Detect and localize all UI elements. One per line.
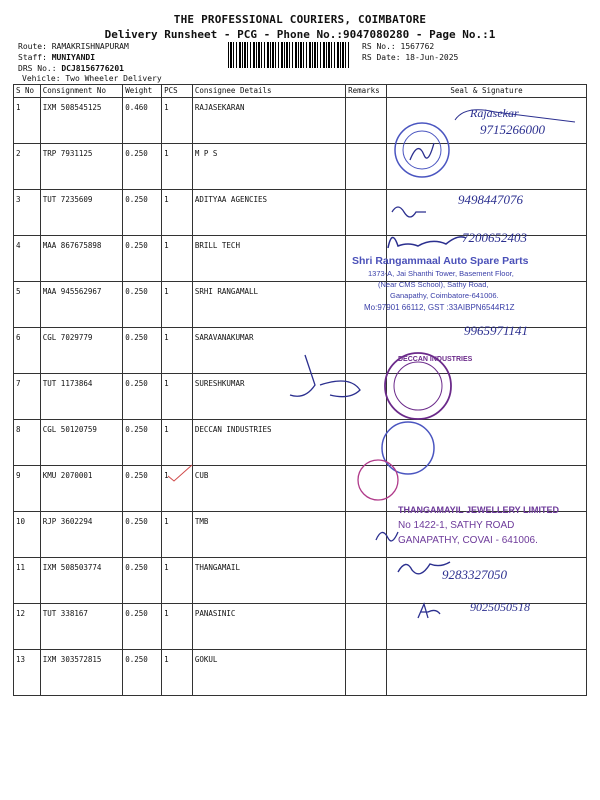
col-pcs: PCS (162, 85, 193, 98)
cell-pcs: 1 (162, 236, 193, 282)
deccan-stamp-text: DECCAN INDUSTRIES (398, 356, 473, 363)
col-signature: Seal & Signature (386, 85, 586, 98)
cell-consignee: SRHI RANGAMALL (192, 282, 345, 328)
cell-consignee: PANASINIC (192, 604, 345, 650)
cell-pcs: 1 (162, 650, 193, 696)
signature-scribble (392, 207, 426, 217)
drs-number: DCJ8156776201 (61, 64, 124, 73)
rangammaal-stamp-address: (Near CMS School), Sathy Road, (378, 280, 489, 289)
cell-consignment: CGL 50120759 (40, 420, 122, 466)
document-title: THE PROFESSIONAL COURIERS, COIMBATORE (173, 13, 427, 26)
cell-weight: 0.250 (123, 420, 162, 466)
cell-sno: 12 (14, 604, 41, 650)
cell-consignment: TUT 7235609 (40, 190, 122, 236)
thangamayil-stamp-address: No 1422-1, SATHY ROAD (398, 520, 515, 531)
col-consignment: Consignment No (40, 85, 122, 98)
rs-date: RS Date: 18-Jun-2025 (362, 53, 459, 62)
cell-consignee: GOKUL (192, 650, 345, 696)
cell-pcs: 1 (162, 282, 193, 328)
cell-sno: 7 (14, 374, 41, 420)
cell-weight: 0.250 (123, 512, 162, 558)
cell-pcs: 1 (162, 328, 193, 374)
cell-sno: 1 (14, 98, 41, 144)
cell-weight: 0.250 (123, 328, 162, 374)
handwritten-name: Rajasekar (470, 106, 519, 120)
cell-consignee: BRILL TECH (192, 236, 345, 282)
thangamayil-stamp-address: GANAPATHY, COVAI - 641006. (398, 535, 538, 546)
rangammaal-stamp-phone: Mo:97901 66112, GST :33AIBPN6544R1Z (364, 303, 515, 312)
vehicle-label: Vehicle: Two Wheeler Delivery (22, 74, 162, 83)
handwritten-phone: 9498447076 (458, 192, 523, 207)
tick-mark (168, 465, 192, 481)
cell-consignee: RAJASEKARAN (192, 98, 345, 144)
drs-label: DRS No.: (18, 64, 62, 73)
cell-weight: 0.250 (123, 236, 162, 282)
cell-consignee: DECCAN INDUSTRIES (192, 420, 345, 466)
cell-sno: 3 (14, 190, 41, 236)
route-label: Route: RAMAKRISHNAPURAM (18, 42, 129, 51)
handwritten-phone: 9283327050 (442, 567, 507, 582)
deccan-stamp-inner (394, 362, 442, 410)
staff-name: MUNIYANDI (51, 53, 96, 62)
cell-consignment: KMU 2070001 (40, 466, 122, 512)
cell-weight: 0.250 (123, 650, 162, 696)
cell-consignment: IXM 508503774 (40, 558, 122, 604)
cell-pcs: 1 (162, 190, 193, 236)
cell-consignment: MAA 945562967 (40, 282, 122, 328)
cell-consignment: CGL 7029779 (40, 328, 122, 374)
cell-pcs: 1 (162, 558, 193, 604)
col-sno: S No (14, 85, 41, 98)
signature-scribble (410, 143, 434, 160)
rangammaal-stamp-address: 1373-A, Jai Shanthi Tower, Basement Floor, (368, 269, 514, 278)
rs-number: RS No.: 1567762 (362, 42, 435, 51)
cell-consignee: SURESHKUMAR (192, 374, 345, 420)
cell-weight: 0.250 (123, 558, 162, 604)
thangamayil-stamp-name: THANGAMAYIL JEWELLERY LIMITED (398, 505, 560, 515)
document-subtitle: Delivery Runsheet - PCG - Phone No.:9047080280 - Page No.:1 (104, 28, 496, 41)
col-remarks: Remarks (346, 85, 387, 98)
handwritten-phone: 9025050518 (470, 600, 530, 614)
cell-weight: 0.250 (123, 466, 162, 512)
cell-pcs: 1 (162, 420, 193, 466)
cell-pcs: 1 (162, 374, 193, 420)
handwritten-phone: 7200652403 (462, 230, 527, 245)
cell-consignment: MAA 867675898 (40, 236, 122, 282)
signature-scribble (418, 604, 440, 618)
cell-sno: 6 (14, 328, 41, 374)
cell-consignee: THANGAMAIL (192, 558, 345, 604)
rangammaal-stamp-address: Ganapathy, Coimbatore-641006. (390, 291, 499, 300)
signature-scribble (290, 355, 360, 397)
cell-sno: 9 (14, 466, 41, 512)
cell-sno: 10 (14, 512, 41, 558)
round-stamp (382, 422, 434, 474)
cell-consignment: TRP 7931125 (40, 144, 122, 190)
cell-pcs: 1 (162, 144, 193, 190)
cell-consignment: TUT 1173864 (40, 374, 122, 420)
cell-consignee: CUB (192, 466, 345, 512)
cell-consignment: RJP 3602294 (40, 512, 122, 558)
cell-pcs: 1 (162, 604, 193, 650)
cell-sno: 4 (14, 236, 41, 282)
cell-sno: 5 (14, 282, 41, 328)
cell-weight: 0.250 (123, 144, 162, 190)
cell-sno: 11 (14, 558, 41, 604)
cell-sno: 8 (14, 420, 41, 466)
cell-sno: 2 (14, 144, 41, 190)
handwritten-phone: 9715266000 (480, 122, 545, 137)
col-consignee: Consignee Details (192, 85, 345, 98)
cell-consignment: TUT 338167 (40, 604, 122, 650)
signature-scribble (376, 532, 398, 541)
cell-consignee: TMB (192, 512, 345, 558)
rangammaal-stamp-name: Shri Rangammaal Auto Spare Parts (352, 255, 529, 267)
cell-pcs: 1 (162, 512, 193, 558)
col-weight: Weight (123, 85, 162, 98)
cell-weight: 0.250 (123, 190, 162, 236)
cell-consignee: SARAVANAKUMAR (192, 328, 345, 374)
cell-consignee: M P S (192, 144, 345, 190)
staff-label: Staff: (18, 53, 52, 62)
handwritten-phone: 9965971141 (464, 323, 529, 338)
cell-weight: 0.250 (123, 604, 162, 650)
cell-consignee: ADITYAA AGENCIES (192, 190, 345, 236)
cell-weight: 0.250 (123, 282, 162, 328)
cell-sno: 13 (14, 650, 41, 696)
signature-scribble (388, 237, 466, 248)
round-stamp (358, 460, 398, 500)
cell-pcs: 1 (162, 98, 193, 144)
cell-consignment: IXM 303572815 (40, 650, 122, 696)
cell-weight: 0.250 (123, 374, 162, 420)
cell-weight: 0.460 (123, 98, 162, 144)
cell-pcs: 1 (162, 466, 193, 512)
cell-consignment: IXM 508545125 (40, 98, 122, 144)
